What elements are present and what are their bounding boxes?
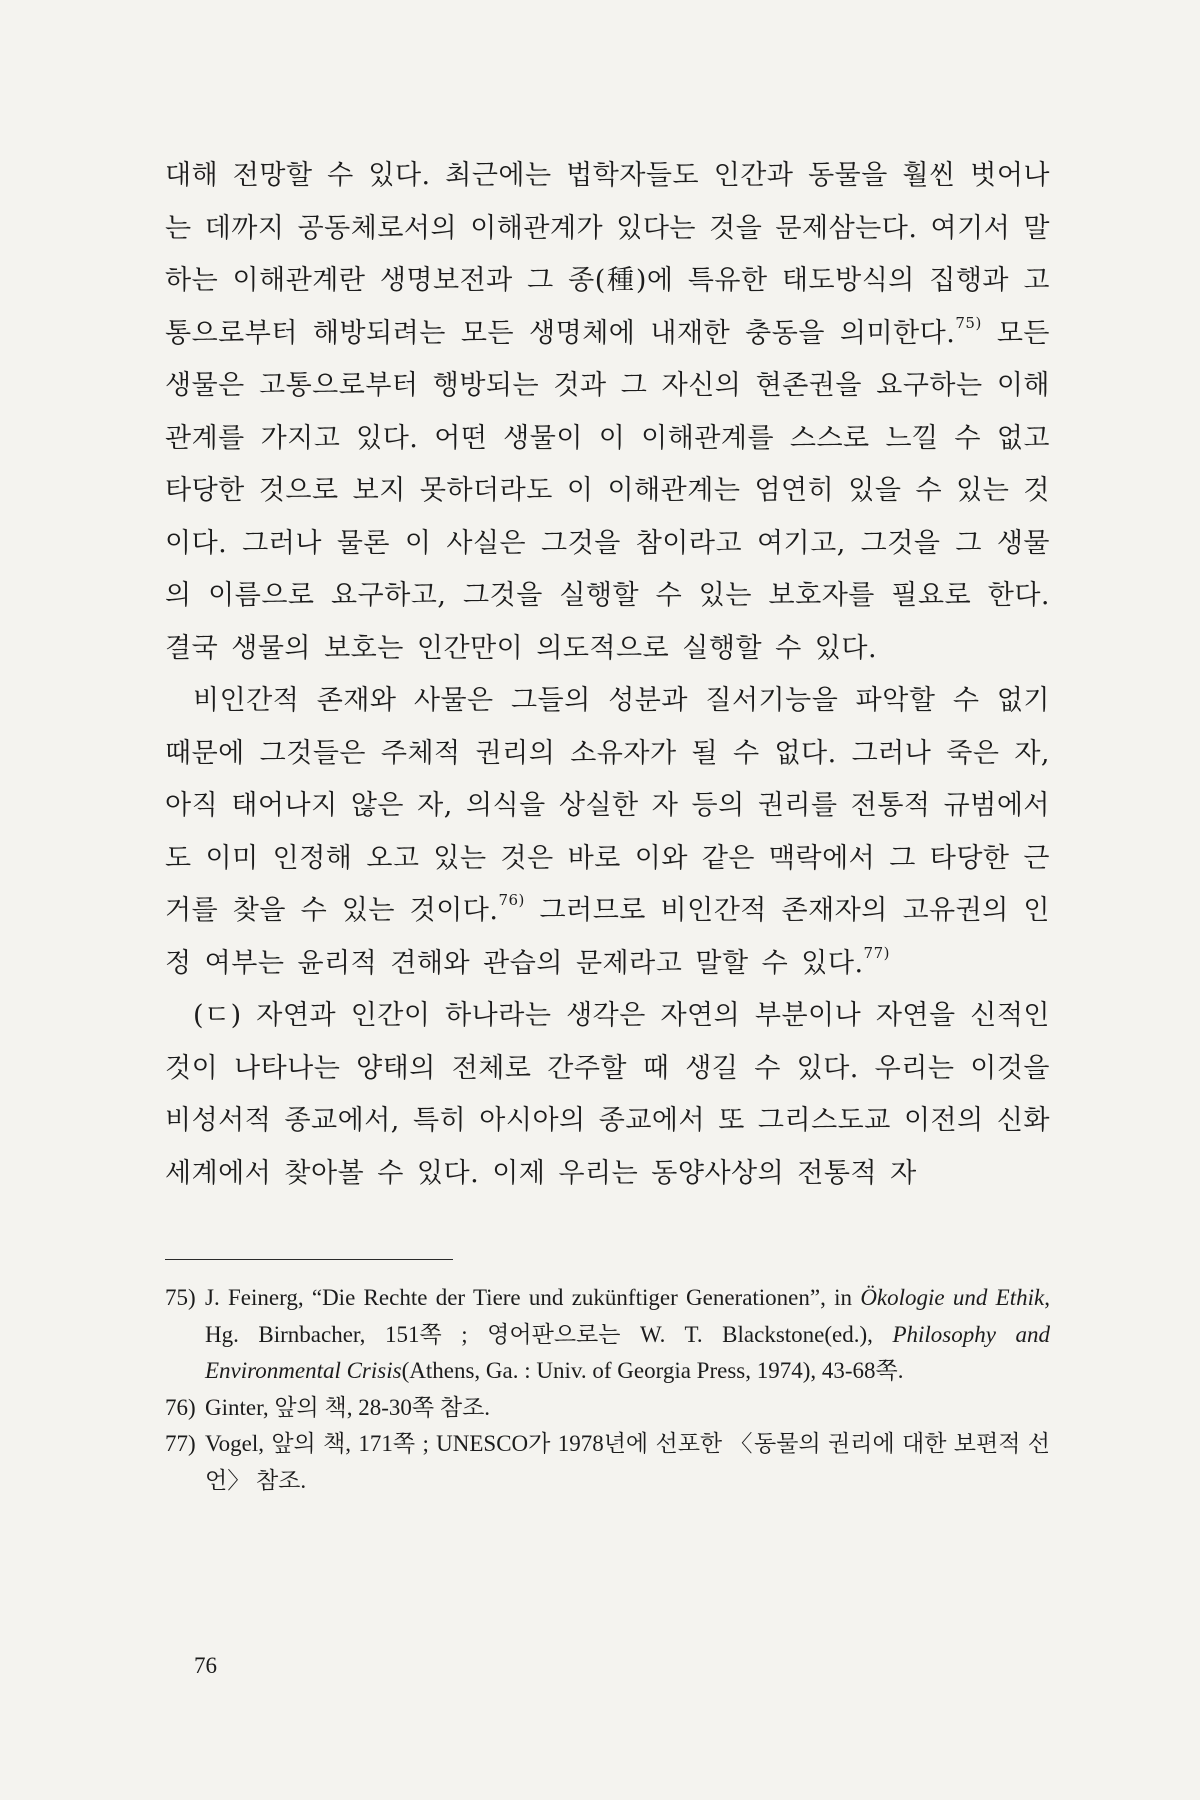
paragraph-1-text-continued: 모든 생물은 고통으로부터 행방되는 것과 그 자신의 현존권을 요구하는 이해관계를 가지고 있다. 어떤 생물이 이 이해관계를 스스로 느낄 수 없고 타당한 것으로 보지 못하더라도 이 이해관계는 엄연히 있을 수 있는 것이다. 그러나 물론 이 사실은 그것을 참이라고 여기고, 그것을 그 생물의 이름으로 요구하고, 그것을 실행할 수 있는 보호자를 필요로 한다. 결국 생물의 보호는 인간만이 의도적으로 실행할 수 있다. (165, 317, 1050, 664)
footnote-75 (165, 1280, 1050, 1390)
paragraph-3 (165, 990, 1050, 1200)
footnote-text: Ginter, 앞의 책, 28-30쪽 참조. (205, 1394, 491, 1420)
paragraph-2-text-continued: 그러므로 비인간적 존재자의 고유권의 인정 여부는 윤리적 견해와 관습의 문제라고 말할 수 있다. (165, 895, 1051, 979)
footnote-divider (165, 1259, 453, 1260)
footnote-76 (165, 1390, 1050, 1427)
footnote-segment: J. Feinerg, “Die Rechte der Tiere und zukünftiger Generationen”, in (205, 1285, 861, 1310)
paragraph-1-text: 대해 전망할 수 있다. 최근에는 법학자들도 인간과 동물을 훨씬 벗어나는 데까지 공동체로서의 이해관계가 있다는 것을 문제삼는다. 여기서 말하는 이해관계란 생명보전과 그 종(種)에 특유한 태도방식의 집행과 고통으로부터 해방되려는 모든 생명체에 내재한 충동을 의미한다. (165, 160, 1050, 349)
footnote-number: 77) (165, 1431, 196, 1456)
footnote-text (205, 1280, 1050, 1390)
footnote-text: Vogel, 앞의 책, 171쪽 ; UNESCO가 1978년에 선포한 〈동물의 권리에 대한 보편적 선언〉 참조. (205, 1431, 1050, 1493)
footnotes (165, 1280, 1050, 1499)
book-title-italic: Philosophy and Environmental Crisis (205, 1321, 1050, 1383)
book-title-italic: Ökologie und Ethik (860, 1285, 1045, 1310)
footnote-ref-76[interactable]: 76) (498, 891, 525, 909)
footnote-segment: (Athens, Ga. : Univ. of Georgia Press, 1974), 43-68쪽. (401, 1358, 904, 1383)
footnote-ref-75[interactable]: 75) (955, 313, 982, 332)
footnote-77 (165, 1426, 1050, 1499)
footnote-number: 75) (165, 1285, 196, 1310)
page-number: 76 (194, 1653, 217, 1678)
paragraph-2-text: 비인간적 존재와 사물은 그들의 성분과 질서기능을 파악할 수 없기 때문에 그것들은 주체적 권리의 소유자가 될 수 없다. 그러나 죽은 자, 아직 태어나지 않은 자, 의식을 상실한 자 등의 권리를 전통적 규범에서도 이미 인정해 오고 있는 것은 바로 이와 같은 맥락에서 그 타당한 근거를 찾을 수 있는 것이다. (165, 685, 1050, 926)
paragraph-3-text: (ㄷ) 자연과 인간이 하나라는 생각은 자연의 부분이나 자연을 신적인 것이 나타나는 양태의 전체로 간주할 때 생길 수 있다. 우리는 이것을 비성서적 종교에서, 특히 아시아의 종교에서 또 그리스도교 이전의 신화세계에서 찾아볼 수 있다. 이제 우리는 동양사상의 전통적 자 (165, 1000, 1050, 1189)
paragraph-2 (165, 675, 1050, 990)
footnote-segment: , Hg. Birnbacher, 151쪽 ; 영어판으로는 W. T. Blackstone(ed.), (205, 1285, 1050, 1347)
paragraph-1 (165, 150, 1050, 675)
body-text (165, 150, 1050, 1200)
footnote-ref-77[interactable]: 77) (863, 943, 890, 962)
footnote-number: 76) (165, 1394, 196, 1420)
